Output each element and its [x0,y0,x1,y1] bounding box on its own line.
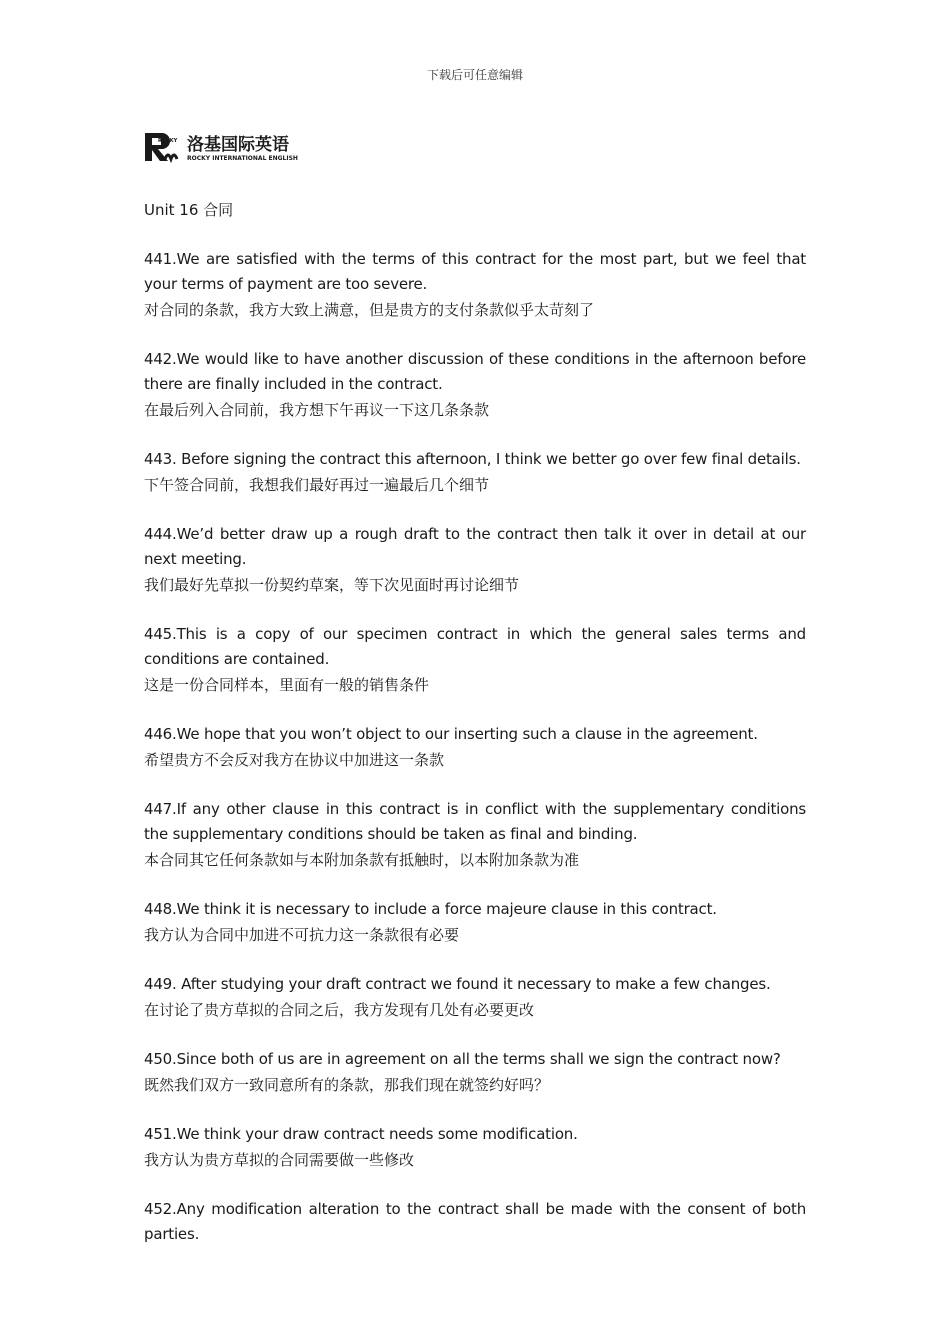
english-sentence: 451.We think your draw contract needs some modification. [144,1125,578,1143]
chinese-translation: 在最后列入合同前，我方想下午再议一下这几条条款 [144,401,490,419]
phrase-entry [144,447,806,498]
phrase-entry [144,722,806,773]
english-sentence: 449. After studying your draft contract we found it necessary to make a few changes. [144,975,771,993]
phrase-entry [144,247,806,323]
chinese-translation: 希望贵方不会反对我方在协议中加进这一条款 [144,751,445,769]
chinese-translation: 既然我们双方一致同意所有的条款，那我们现在就签约好吗？ [144,1076,550,1094]
logo-brand-en: ROCKY INTERNATIONAL ENGLISH [187,155,298,162]
phrase-entry [144,797,806,873]
english-sentence: 443. Before signing the contract this afternoon, I think we better go over few final details. [144,450,801,468]
phrase-entry [144,622,806,698]
chinese-translation: 这是一份合同样本，里面有一般的销售条件 [144,676,430,694]
english-sentence: 452.Any modification alteration to the contract shall be made with the consent of both parties. [144,1200,806,1243]
phrase-entry [144,347,806,423]
english-sentence: 441.We are satisfied with the terms of this contract for the most part, but we feel that your terms of payment are too severe. [144,250,806,293]
svg-text:ROCKY: ROCKY [158,138,178,144]
phrase-entry [144,1122,806,1173]
chinese-translation: 我方认为合同中加进不可抗力这一条款很有必要 [144,926,460,944]
phrase-list [144,247,806,1247]
english-sentence: 446.We hope that you won’t object to our inserting such a clause in the agreement. [144,725,758,743]
chinese-translation: 本合同其它任何条款如与本附加条款有抵触时，以本附加条款为准 [144,851,580,869]
rocky-logo [145,131,323,163]
document-body [144,198,806,1271]
logo-brand-cn: 洛基国际英语 [187,135,289,155]
english-sentence: 447.If any other clause in this contract is in conflict with the supplementary conditions the supplementary conditions should be taken as final and binding. [144,800,806,843]
chinese-translation: 我方认为贵方草拟的合同需要做一些修改 [144,1151,415,1169]
phrase-entry [144,522,806,598]
english-sentence: 445.This is a copy of our specimen contract in which the general sales terms and conditions are contained. [144,625,806,668]
chinese-translation: 对合同的条款，我方大致上满意，但是贵方的支付条款似乎太苛刻了 [144,301,595,319]
page-header-note: 下载后可任意编辑 [426,68,523,82]
chinese-translation: 我们最好先草拟一份契约草案，等下次见面时再讨论细节 [144,576,520,594]
english-sentence: 442.We would like to have another discussion of these conditions in the afternoon before there are finally included in the contract. [144,350,806,393]
unit-title: Unit 16 合同 [144,201,234,219]
phrase-entry [144,1197,806,1247]
english-sentence: 448.We think it is necessary to include a force majeure clause in this contract. [144,900,717,918]
chinese-translation: 下午签合同前，我想我们最好再过一遍最后几个细节 [144,476,490,494]
english-sentence: 450.Since both of us are in agreement on all the terms shall we sign the contract now? [144,1050,781,1068]
phrase-entry [144,1047,806,1098]
phrase-entry [144,972,806,1023]
english-sentence: 444.We’d better draw up a rough draft to the contract then talk it over in detail at our next meeting. [144,525,806,568]
phrase-entry [144,897,806,948]
chinese-translation: 在讨论了贵方草拟的合同之后，我方发现有几处有必要更改 [144,1001,535,1019]
